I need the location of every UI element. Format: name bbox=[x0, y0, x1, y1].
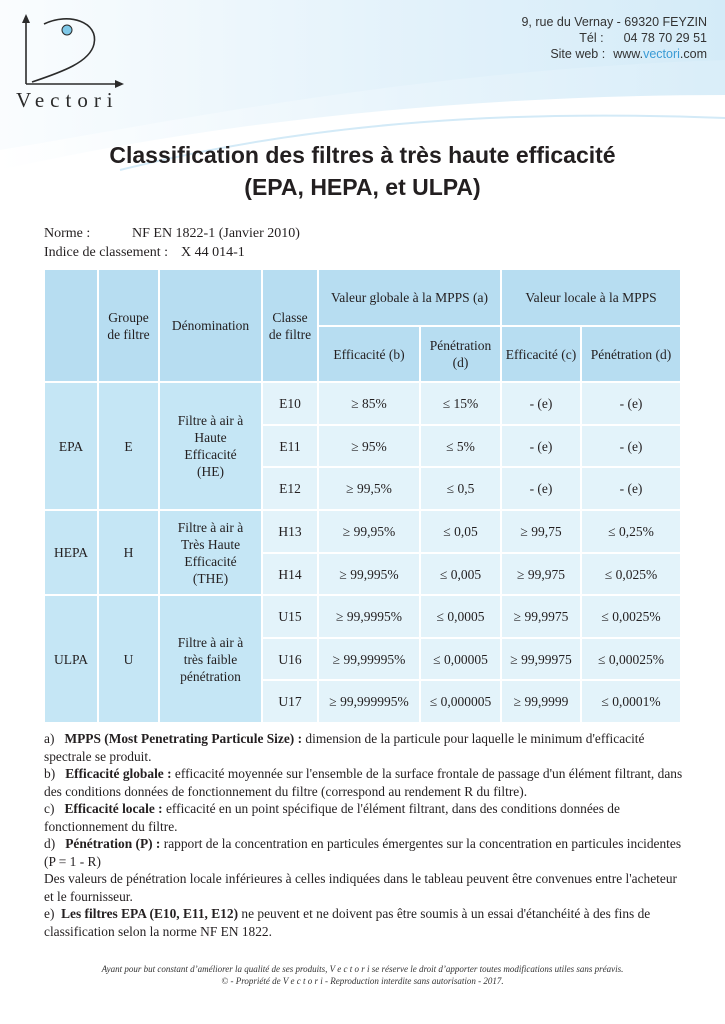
website-line bbox=[521, 46, 707, 62]
cell-efficacite: ≥ 99,99995% bbox=[318, 638, 420, 680]
website-label: Site web : bbox=[550, 47, 606, 61]
group-type: HEPA bbox=[44, 510, 98, 595]
cell-penetration-locale: ≤ 0,00025% bbox=[581, 638, 681, 680]
cell-classe: H14 bbox=[262, 553, 318, 595]
cell-penetration: ≤ 5% bbox=[420, 425, 501, 467]
cell-efficacite-locale: - (e) bbox=[501, 425, 581, 467]
classification-table bbox=[43, 268, 682, 724]
phone-line bbox=[521, 30, 707, 46]
cell-efficacite-locale: ≥ 99,99975 bbox=[501, 638, 581, 680]
cell-penetration-locale: ≤ 0,0001% bbox=[581, 680, 681, 723]
note-a: a) MPPS (Most Penetrating Particule Size) : dimension de la particule pour laquelle le minimum d'efficacité spectrale se produit. bbox=[44, 731, 645, 764]
note-e: e) Les filtres EPA (E10, E11, E12) ne peuvent et ne doivent pas être soumis à un essai d'étanchéité à des fins de classification selon la norme NF EN 1822. bbox=[44, 906, 651, 939]
website-link[interactable]: www.vectori.com bbox=[613, 47, 707, 61]
cell-penetration-locale: ≤ 0,0025% bbox=[581, 595, 681, 638]
header-penetration-d-1: Pénétration (d) bbox=[420, 326, 501, 382]
header-denomination: Dénomination bbox=[159, 269, 262, 382]
page-title bbox=[0, 139, 725, 203]
norme-label: Norme : bbox=[44, 226, 91, 241]
cell-efficacite: ≥ 95% bbox=[318, 425, 420, 467]
cell-penetration: ≤ 15% bbox=[420, 382, 501, 425]
norme-value: NF EN 1822-1 (Janvier 2010) bbox=[132, 226, 300, 241]
header-efficacite-c: Efficacité (c) bbox=[501, 326, 581, 382]
note-b: b) Efficacité globale : efficacité moyennée sur l'ensemble de la surface frontale de passage d'un élément filtrant, dans des conditions données de fonctionnement du filtre (correspond au rendement R du filtre). bbox=[44, 766, 683, 799]
cell-efficacite: ≥ 99,9995% bbox=[318, 595, 420, 638]
header-classe: Classe de filtre bbox=[262, 269, 318, 382]
group-code: E bbox=[98, 382, 159, 510]
cell-efficacite: ≥ 99,999995% bbox=[318, 680, 420, 723]
cell-classe: U17 bbox=[262, 680, 318, 723]
group-code: U bbox=[98, 595, 159, 723]
header-valeur-locale: Valeur locale à la MPPS bbox=[501, 269, 681, 326]
group-denomination: Filtre à air à très faible pénétration bbox=[159, 595, 262, 723]
cell-penetration-locale: - (e) bbox=[581, 382, 681, 425]
group-code: H bbox=[98, 510, 159, 595]
table-row bbox=[44, 382, 681, 425]
group-denomination: Filtre à air à Très Haute Efficacité (THE) bbox=[159, 510, 262, 595]
cell-classe: H13 bbox=[262, 510, 318, 553]
group-type: ULPA bbox=[44, 595, 98, 723]
header-empty bbox=[44, 269, 98, 382]
note-d-extra: Des valeurs de pénétration locale inférieures à celles indiquées dans le tableau peuvent être convenues entre l'acheteur et le fournisseur. bbox=[44, 871, 677, 904]
cell-penetration-locale: ≤ 0,25% bbox=[581, 510, 681, 553]
cell-efficacite-locale: ≥ 99,75 bbox=[501, 510, 581, 553]
cell-classe: E12 bbox=[262, 467, 318, 510]
indice-value: X 44 014-1 bbox=[181, 245, 245, 260]
norme-block bbox=[44, 224, 300, 262]
cell-classe: U15 bbox=[262, 595, 318, 638]
cell-efficacite: ≥ 99,5% bbox=[318, 467, 420, 510]
title-line-1: Classification des filtres à très haute efficacité bbox=[109, 142, 616, 168]
note-d: d) Pénétration (P) : rapport de la concentration en particules émergentes sur la concentration en particules incidentes (P = 1 - R) bbox=[44, 836, 682, 869]
header-efficacite-b: Efficacité (b) bbox=[318, 326, 420, 382]
group-type: EPA bbox=[44, 382, 98, 510]
cell-efficacite-locale: ≥ 99,9975 bbox=[501, 595, 581, 638]
cell-efficacite: ≥ 99,95% bbox=[318, 510, 420, 553]
footer-line-1: Ayant pour but constant d’améliorer la qualité de ses produits, V e c t o r i se réserve le droit d’apporter toutes modifications utiles sans préavis. bbox=[101, 964, 624, 974]
cell-efficacite: ≥ 85% bbox=[318, 382, 420, 425]
footer-line-2: © - Propriété de V e c t o r i - Reproduction interdite sans autorisation - 2017. bbox=[221, 976, 504, 986]
contact-block bbox=[521, 14, 707, 62]
cell-classe: U16 bbox=[262, 638, 318, 680]
table-row bbox=[44, 510, 681, 553]
phone-label: Tél : bbox=[579, 31, 604, 45]
cell-penetration: ≤ 0,000005 bbox=[420, 680, 501, 723]
cell-classe: E11 bbox=[262, 425, 318, 467]
brand-name: Vectori bbox=[16, 88, 119, 112]
notes-section bbox=[44, 730, 684, 940]
cell-efficacite-locale: ≥ 99,975 bbox=[501, 553, 581, 595]
cell-penetration: ≤ 0,005 bbox=[420, 553, 501, 595]
address: 9, rue du Vernay - 69320 FEYZIN bbox=[521, 15, 707, 29]
cell-penetration-locale: ≤ 0,025% bbox=[581, 553, 681, 595]
phone-number: 04 78 70 29 51 bbox=[623, 31, 707, 45]
footer bbox=[0, 963, 725, 987]
cell-penetration-locale: - (e) bbox=[581, 467, 681, 510]
title-line-2: (EPA, HEPA, et ULPA) bbox=[244, 174, 481, 200]
note-c: c) Efficacité locale : efficacité en un point spécifique de l'élément filtrant, dans des conditions données de fonctionnement du filtre. bbox=[44, 801, 620, 834]
header-valeur-globale: Valeur globale à la MPPS (a) bbox=[318, 269, 501, 326]
indice-label: Indice de classement : bbox=[44, 245, 169, 260]
cell-penetration: ≤ 0,0005 bbox=[420, 595, 501, 638]
cell-efficacite-locale: ≥ 99,9999 bbox=[501, 680, 581, 723]
header-groupe: Groupe de filtre bbox=[98, 269, 159, 382]
cell-penetration: ≤ 0,5 bbox=[420, 467, 501, 510]
cell-penetration: ≤ 0,05 bbox=[420, 510, 501, 553]
cell-efficacite: ≥ 99,995% bbox=[318, 553, 420, 595]
cell-penetration-locale: - (e) bbox=[581, 425, 681, 467]
table-row bbox=[44, 595, 681, 638]
cell-penetration: ≤ 0,00005 bbox=[420, 638, 501, 680]
group-denomination: Filtre à air à Haute Efficacité (HE) bbox=[159, 382, 262, 510]
cell-efficacite-locale: - (e) bbox=[501, 382, 581, 425]
cell-classe: E10 bbox=[262, 382, 318, 425]
cell-efficacite-locale: - (e) bbox=[501, 467, 581, 510]
header-penetration-d-2: Pénétration (d) bbox=[581, 326, 681, 382]
